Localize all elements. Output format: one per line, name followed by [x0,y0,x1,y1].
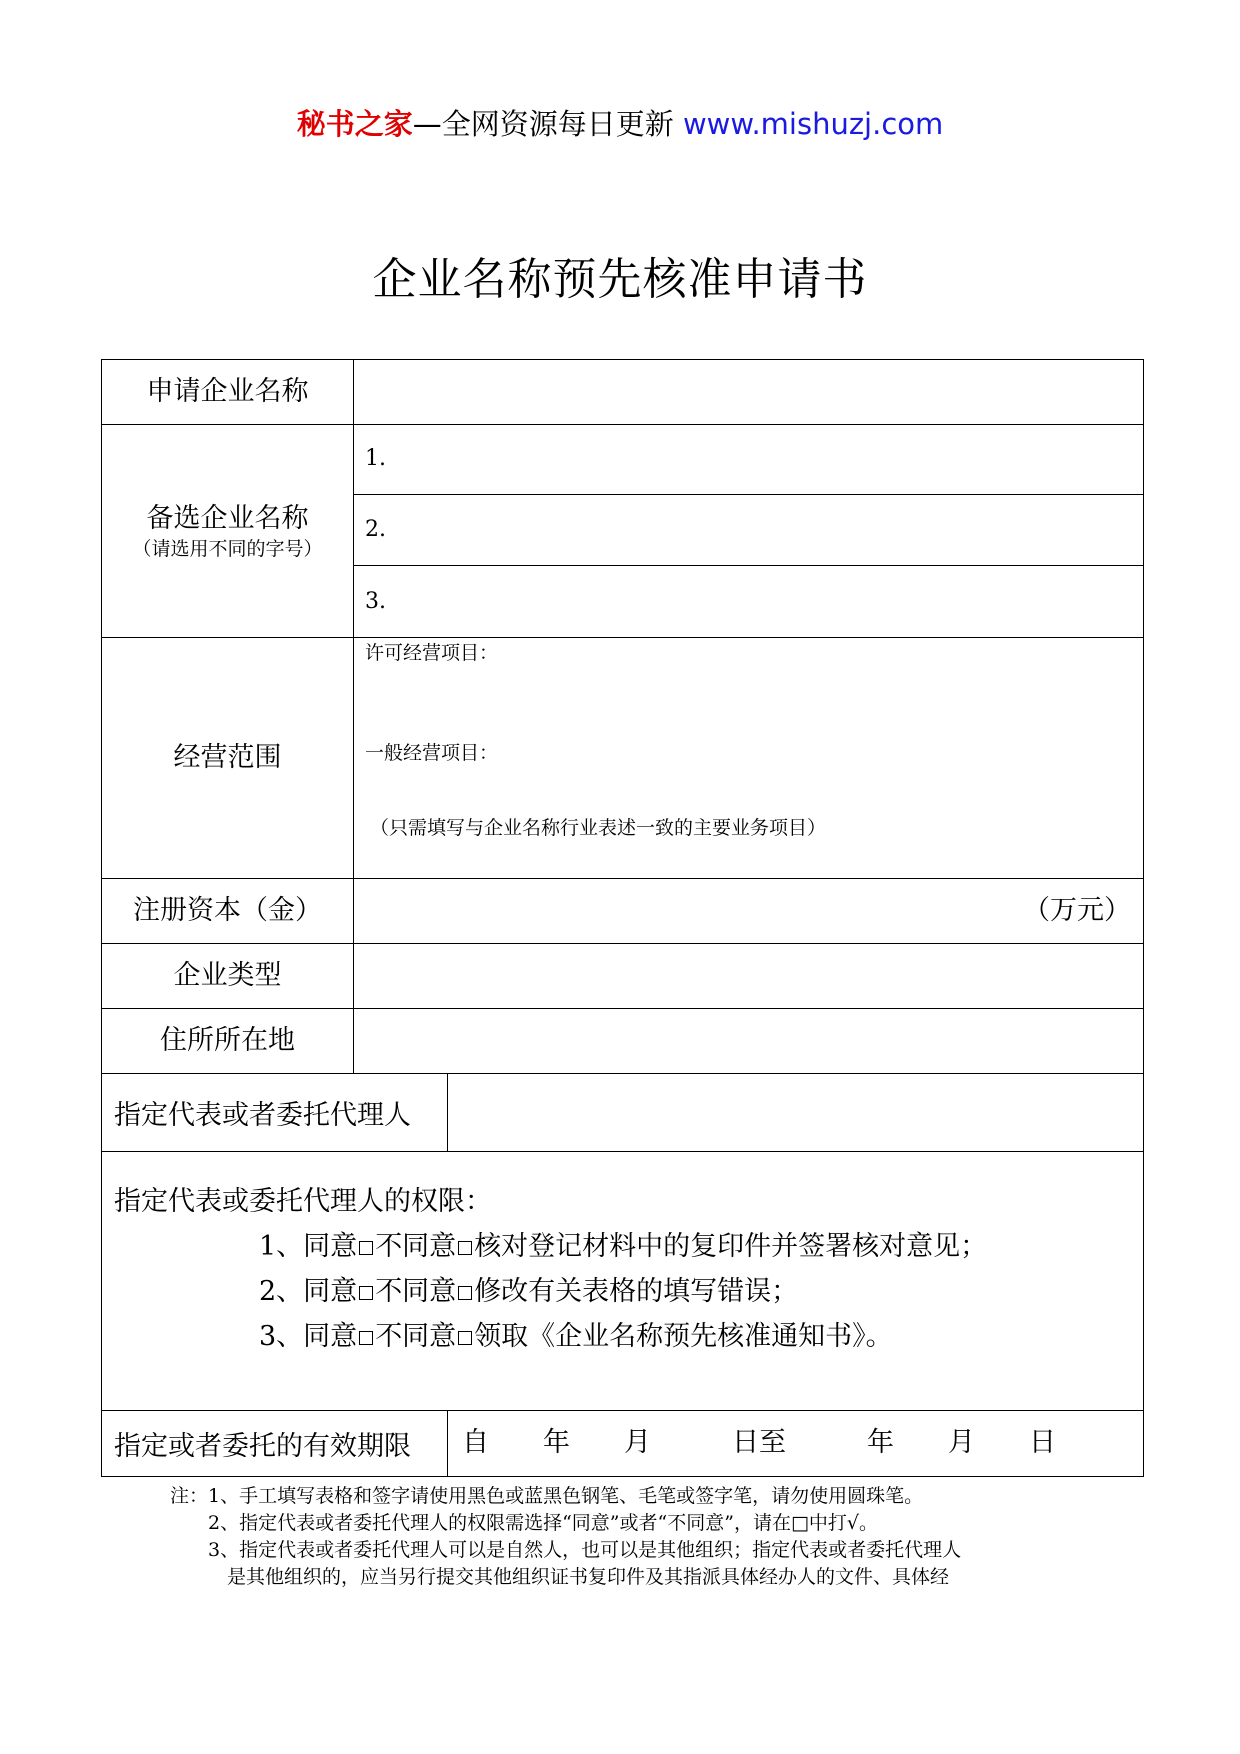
notes [170,1483,1130,1591]
alt-names-sublabel: （请选用不同的字号） [132,537,323,560]
address-label: 住所所在地 [160,1024,295,1056]
document-title: 企业名称预先核准申请书 [372,254,868,305]
scope-label: 经营范围 [173,741,282,773]
agent-field[interactable] [449,1073,1143,1151]
checkbox-disagree-1[interactable] [458,1241,472,1255]
authority-item-2 [259,1274,798,1310]
authority-item-1-disagree: 不同意 [375,1231,457,1262]
scope-licensed-label: 许可经营项目： [365,642,499,664]
application-form [101,359,1144,1477]
checkbox-agree-2[interactable] [359,1286,373,1300]
authority-item-3-agree: 3、同意 [259,1321,358,1352]
alt-names-label: 备选企业名称 [146,502,309,534]
address-field[interactable] [355,1008,1143,1073]
agent-label: 指定代表或者委托代理人 [114,1099,411,1131]
capital-label: 注册资本（金） [133,894,322,926]
authority-item-2-agree: 2、同意 [259,1276,358,1307]
alt-names-label-cell [102,424,353,637]
company-name-field[interactable] [355,360,1143,424]
checkbox-disagree-3[interactable] [458,1331,472,1345]
banner-slogan: —全网资源每日更新 [412,107,683,141]
note-2: 2、指定代表或者委托代理人的权限需选择“同意”或者“不同意”，请在□中打√。 [170,1512,879,1534]
authority-item-2-text: 修改有关表格的填写错误； [474,1276,799,1307]
validity-label: 指定或者委托的有效期限 [114,1430,411,1462]
note-4: 是其他组织的，应当另行提交其他组织证书复印件及其指派具体经办人的文件、具体经 [170,1566,950,1588]
authority-item-3 [259,1319,893,1355]
scope-general-label: 一般经营项目： [365,742,499,764]
note-3: 3、指定代表或者委托代理人可以是自然人，也可以是其他组织；指定代表或者委托代理人 [170,1539,962,1561]
authority-item-1 [259,1229,987,1265]
authority-title: 指定代表或委托代理人的权限： [114,1186,492,1217]
alt-name-field-3[interactable]: 3. [365,589,386,614]
site-banner [0,104,1240,144]
banner-brand: 秘书之家 [296,107,413,141]
type-field[interactable] [355,943,1143,1008]
checkbox-agree-3[interactable] [359,1331,373,1345]
authority-item-3-text: 领取《企业名称预先核准通知书》。 [474,1321,893,1352]
type-label: 企业类型 [173,959,282,991]
scope-hint: （只需填写与企业名称行业表述一致的主要业务项目） [370,817,827,839]
authority-item-1-text: 核对登记材料中的复印件并签署核对意见； [474,1231,988,1262]
validity-period-field[interactable]: 自 年 月 日至 年 月 日 [462,1427,1056,1458]
capital-unit: （万元） [1023,895,1131,926]
company-name-label: 申请企业名称 [146,376,309,407]
banner-url[interactable]: www.mishuzj.com [682,107,944,141]
authority-item-2-disagree: 不同意 [375,1276,457,1307]
checkbox-agree-1[interactable] [359,1241,373,1255]
note-1: 注：1、手工填写表格和签字请使用黑色或蓝黑色钢笔、毛笔或签字笔，请勿使用圆珠笔。 [170,1485,924,1507]
alt-name-field-2[interactable]: 2. [365,517,386,542]
checkbox-disagree-2[interactable] [458,1286,472,1300]
alt-name-field-1[interactable]: 1. [365,446,386,471]
authority-item-1-agree: 1、同意 [259,1231,358,1262]
authority-item-3-disagree: 不同意 [375,1321,457,1352]
